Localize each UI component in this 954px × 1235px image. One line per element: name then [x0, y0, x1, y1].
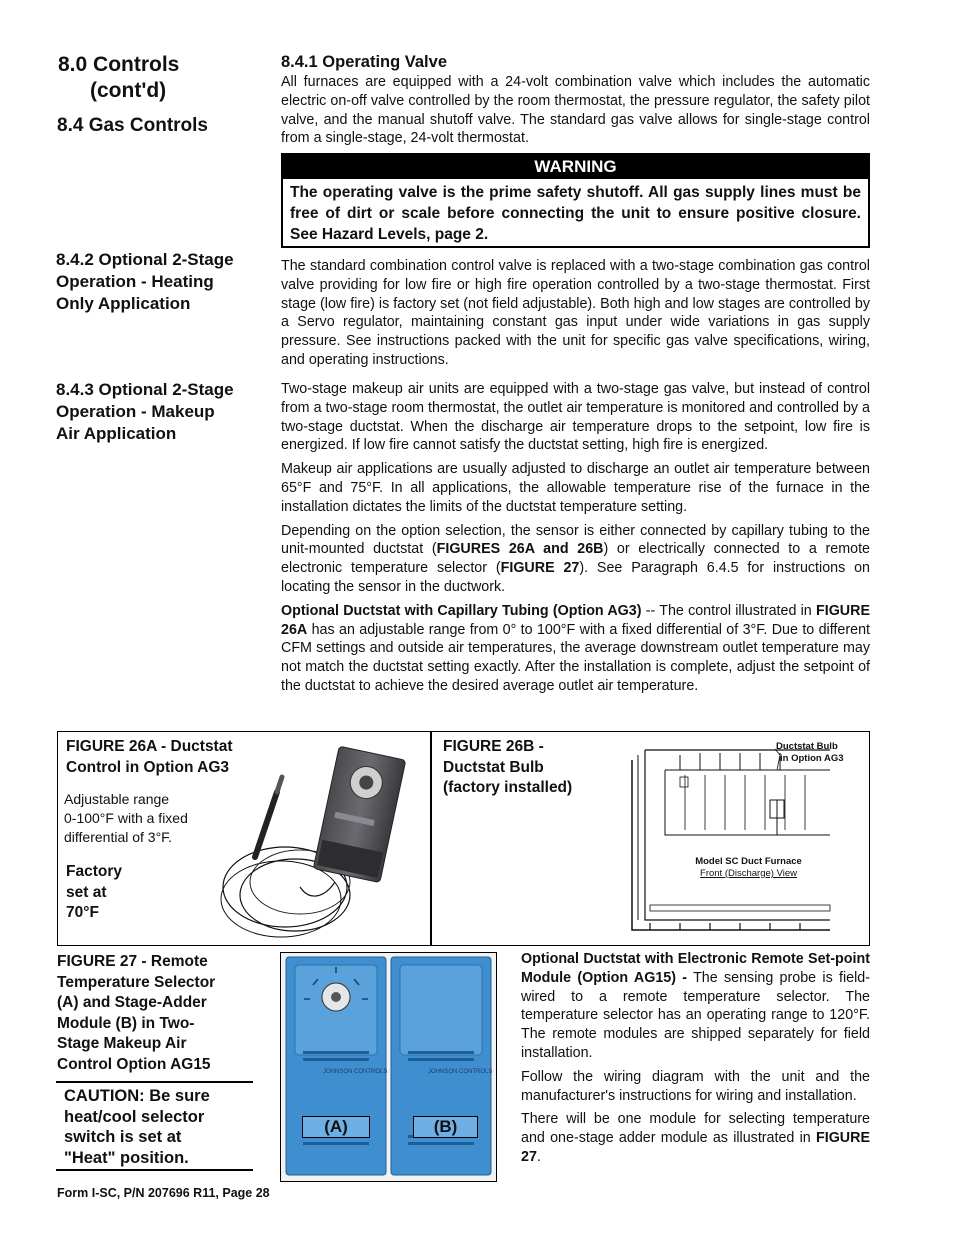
figure-27-title: FIGURE 27 - Remote Temperature Selector (A) and Stage-Adder Module (B) in Two- Stage Makeup Air Control Option AG15 [57, 953, 216, 1073]
electronic-remote-p3: There will be one module for selecting temperature and one-stage adder module as illustrated in FIGURE 27. [521, 1111, 870, 1165]
module-b-label: (B) [413, 1116, 478, 1138]
figure-26-divider [430, 731, 432, 946]
operating-valve-text: All furnaces are equipped with a 24-volt combination valve which includes the automatic electric on-off valve controlled by the room thermostat, the pressure regulator, the safety pilot valve, and the manual shutoff valve. The standard gas valve allows for single-stage control from a single-stage, 24-volt thermostat. [281, 74, 870, 147]
figure-26a-title: FIGURE 26A - Ductstat Control in Option AG3 [66, 738, 233, 776]
page-footer: Form I-SC, P/N 207696 R11, Page 28 [57, 1186, 270, 1200]
warning-label: WARNING [283, 155, 868, 179]
control-modules-illustration [283, 955, 493, 1177]
furnace-caption: Model SC Duct Furnace Front (Discharge) View [695, 856, 802, 879]
makeup-air-p3: Depending on the option selection, the sensor is either connected by capillary tubing to the unit-mounted ductstat (FIGURES 26A and 26B) or electrically connected to a remote electronic temperature selector (FIGURE 27). See Paragraph 6.4.5 for instructions on locating the sensor in the ductwork. [281, 522, 870, 595]
caution-top-rule [56, 1081, 253, 1083]
warning-text: The operating valve is the prime safety shutoff. All gas supply lines must be free of dirt or scale before connecting the unit to ensure positive closure. See Hazard Levels, page 2. [290, 184, 861, 243]
operating-valve-heading: 8.4.1 Operating Valve [281, 53, 447, 71]
figure-26b-title: FIGURE 26B - Ductstat Bulb (factory installed) [443, 738, 573, 796]
svg-text:JOHNSON CONTROLS: JOHNSON CONTROLS [323, 1069, 388, 1075]
makeup-air-p4: Optional Ductstat with Capillary Tubing (Option AG3) -- The control illustrated in FIGURE 26A has an adjustable range from 0° to 100°F with a fixed differential of 3°F. Due to different CFM settings and outside air temperatures, the average downstream outlet temperature may not match the ductstat setting exactly. After the installation is complete, adjust the setpoint of the ductstat to achieve the desired average outlet air temperature. [281, 602, 870, 694]
electronic-remote-p1: Optional Ductstat with Electronic Remote Set-point Module (Option AG15) - The sensing probe is field-wired to a remote temperature selector. The temperature selector has an operating range to 120°F. The remote modules are shipped separately for field installation. [521, 951, 870, 1061]
makeup-air-heading: 8.4.3 Optional 2-Stage Operation - Makeup Air Application [56, 380, 234, 443]
figure-26a-range-note: Adjustable range 0-100°F with a fixed differential of 3°F. [64, 791, 188, 845]
electronic-remote-text [521, 950, 870, 1172]
makeup-air-text [281, 380, 870, 701]
ductstat-bulb-callout: Ductstat Bulb in Option AG3 [776, 741, 844, 764]
ductstat-illustration [215, 737, 425, 943]
makeup-air-p2: Makeup air applications are usually adjusted to discharge an outlet air temperature between 65°F and 75°F. In all applications, the allowable temperature rise of the furnace in the installation dictates the limits of the ductstat temperature setting. [281, 461, 870, 515]
makeup-air-p1: Two-stage makeup air units are equipped with a two-stage gas valve, but instead of control from a two-stage room thermostat, the outlet air temperature is monitored and controlled by a two-stage ductstat. When the discharge air temperature drops to the setpoint, low fire is energized. If low fire cannot satisfy the ductstat setting, high fire is energized. [281, 381, 870, 454]
warning-box [281, 153, 870, 248]
caution-note: CAUTION: Be sure heat/cool selector switch is set at "Heat" position. [64, 1087, 210, 1167]
operating-valve-section [281, 53, 870, 148]
section-title: 8.0 Controls (cont'd) [58, 53, 180, 102]
figure-26a-factory-note: Factory set at 70°F [66, 863, 122, 921]
caution-bottom-rule [56, 1169, 253, 1171]
heating-only-text: The standard combination control valve is replaced with a two-stage combination gas control valve providing for low fire or high fire operation controlled by a two-stage thermostat. First stage (low fire) is factory set (not field adjustable). Both high and low stages are controlled by a Servo regulator, maintaining constant gas input under wide variations in gas supply pressure. See instructions packed with the unit for specific gas valve specifications, wiring, and operating instructions. [281, 258, 870, 368]
electronic-remote-p2: Follow the wiring diagram with the unit and the manufacturer's instructions for wiring and installation. [521, 1068, 870, 1104]
module-a-label: (A) [302, 1116, 370, 1138]
svg-text:JOHNSON CONTROLS: JOHNSON CONTROLS [428, 1069, 493, 1075]
gas-controls-heading: 8.4 Gas Controls [57, 115, 208, 136]
heating-only-heading: 8.4.2 Optional 2-Stage Operation - Heating Only Application [56, 250, 234, 313]
duct-furnace-diagram [580, 735, 865, 940]
